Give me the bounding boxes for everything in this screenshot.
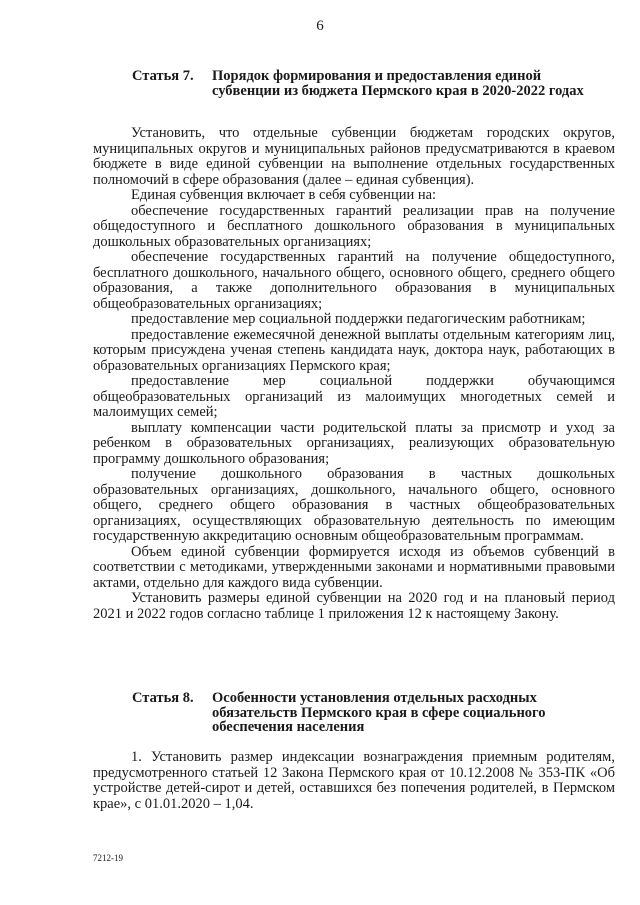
article-7-paragraph: Установить, что отдельные субвенции бюджетам городских округов, муниципальных округов и муниципальных районов предусматриваются в краевом бюджете в виде единой субвенции на выполнение отдельных государственных полномочий в сфере образования (далее – единая субвенция).: [93, 125, 615, 188]
article-7-number: Статья 7.: [132, 68, 194, 84]
article-7-paragraph: Установить размеры единой субвенции на 2020 год и на плановый период 2021 и 2022 годов согласно таблице 1 приложения 12 к настоящему Закону.: [93, 590, 615, 622]
article-8-number: Статья 8.: [132, 690, 194, 706]
article-7-paragraph: получение дошкольного образования в частных дошкольных образовательных организациях, дошкольного, начального общего, основного общего, среднего общего образования в частных общеобразовательных организациях, осуществляющих образовательную деятельность по имеющим государственную аккредитацию основным общеобразовательным программам.: [93, 466, 615, 544]
article-8-body: [93, 750, 615, 812]
article-7-paragraph: Объем единой субвенции формируется исходя из объемов субвенций в соответствии с методиками, утвержденными законами и нормативными правовыми актами, отдельно для каждого вида субвенции.: [93, 543, 615, 591]
article-7-paragraph: обеспечение государственных гарантий на получение общедоступного, бесплатного дошкольного, начального общего, основного общего, среднего общего образования, а также дополнительного образования в муниципальных общеобразовательных организациях;: [93, 249, 615, 312]
article-7-paragraph: обеспечение государственных гарантий реализации прав на получение общедоступного и бесплатного дошкольного образования в муниципальных дошкольных образовательных организациях;: [93, 202, 615, 250]
article-7-body: [93, 126, 615, 622]
article-7-paragraph: предоставление мер социальной поддержки педагогическим работникам;: [131, 311, 586, 327]
article-7-paragraph: Единая субвенция включает в себя субвенции на:: [131, 187, 437, 203]
article-8-paragraph: 1. Установить размер индексации вознаграждения приемным родителям, предусмотренного статьей 12 Закона Пермского края от 10.12.2008 № 353-ПК «Об устройстве детей-сирот и детей, оставшихся без попечения родителей, в Пермском крае», с 01.01.2020 – 1,04.: [93, 749, 615, 812]
article-7-title: Порядок формирования и предоставления единой субвенции из бюджета Пермского края в 2020-2022 годах: [212, 68, 584, 99]
page-number: 6: [316, 18, 324, 34]
footer-code: 7212-19: [93, 853, 123, 863]
article-7-paragraph: предоставление ежемесячной денежной выплаты отдельным категориям лиц, которым присуждена ученая степень кандидата наук, доктора наук, работающих в образовательных организациях Пермского края;: [93, 326, 615, 374]
article-7-paragraph: выплату компенсации части родительской платы за присмотр и уход за ребенком в образовательных организациях, реализующих образовательную программу дошкольного образования;: [93, 419, 615, 467]
article-8-title: Особенности установления отдельных расходных обязательств Пермского края в сфере социального обеспечения населения: [212, 690, 546, 735]
article-7-paragraph: предоставление мер социальной поддержки обучающимся общеобразовательных организаций из малоимущих многодетных семей и малоимущих семей;: [93, 373, 615, 420]
